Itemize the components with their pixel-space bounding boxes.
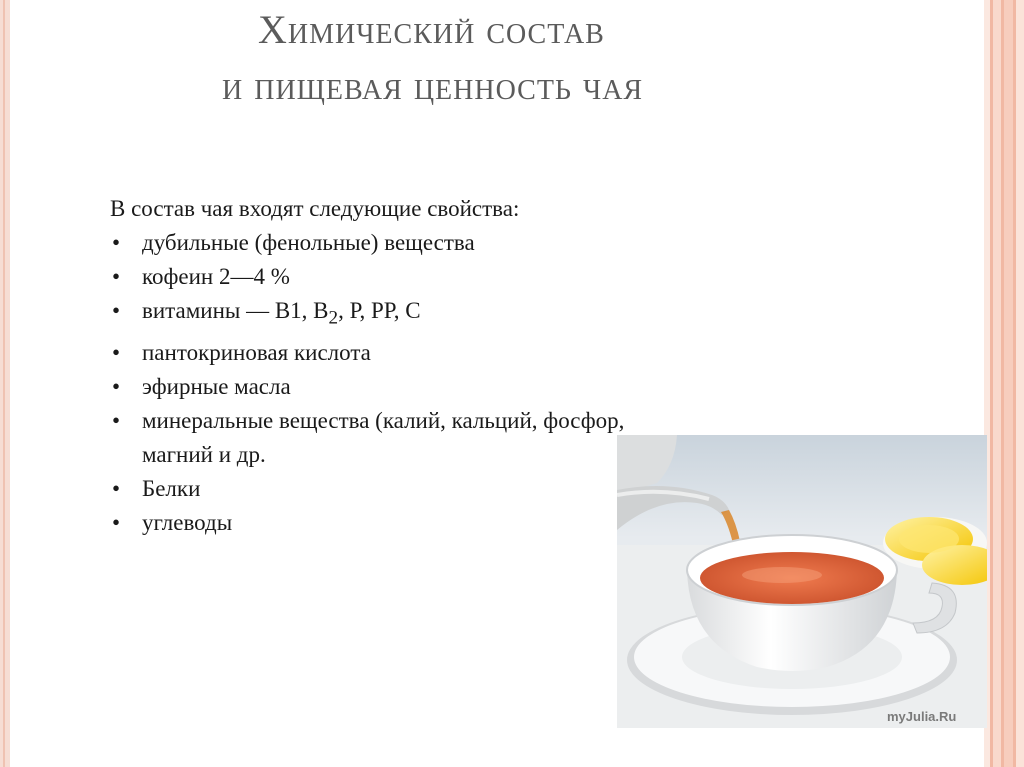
content-block <box>110 192 650 540</box>
bullet-icon: • <box>112 373 121 399</box>
watermark: myJulia.Ru <box>887 709 957 724</box>
list-item-text: кофеин 2—4 % <box>142 264 290 289</box>
list-item <box>110 506 650 540</box>
list-item <box>110 260 650 294</box>
title-line-2: и пищевая ценность чая <box>222 63 644 108</box>
properties-list <box>110 226 650 540</box>
bullet-icon: • <box>112 264 121 289</box>
bullet-icon: • <box>112 230 121 255</box>
list-item <box>110 226 650 260</box>
list-item <box>110 472 650 506</box>
title-line-1: Химический состав <box>258 7 605 52</box>
right-border-stripes <box>984 0 1024 767</box>
list-item-text: витамины — В1, В <box>142 298 329 323</box>
list-item <box>110 336 650 370</box>
bullet-icon: • <box>112 298 121 323</box>
list-item-text-tail: , Р, РР, С <box>338 298 421 323</box>
list-item <box>110 370 650 404</box>
tea-cup-photo <box>617 435 987 728</box>
intro-text: В состав чая входят следующие свойства: <box>110 196 520 221</box>
list-item-text: Белки <box>142 475 201 501</box>
bullet-icon: • <box>112 475 121 501</box>
left-border-stripe <box>0 0 10 767</box>
list-item-text: углеводы <box>142 509 233 535</box>
list-item <box>110 294 650 336</box>
bullet-icon: • <box>112 339 121 365</box>
bullet-icon: • <box>112 509 121 535</box>
list-item-text: минеральные вещества (калий, кальций, фосфор, магний и др. <box>142 407 625 467</box>
list-item-text: эфирные масла <box>142 373 291 399</box>
list-item-text: дубильные (фенольные) вещества <box>142 230 475 255</box>
list-item <box>110 404 650 472</box>
list-item-text: пантокриновая кислота <box>142 339 371 365</box>
subscript: 2 <box>328 307 339 329</box>
bullet-icon: • <box>112 407 121 433</box>
